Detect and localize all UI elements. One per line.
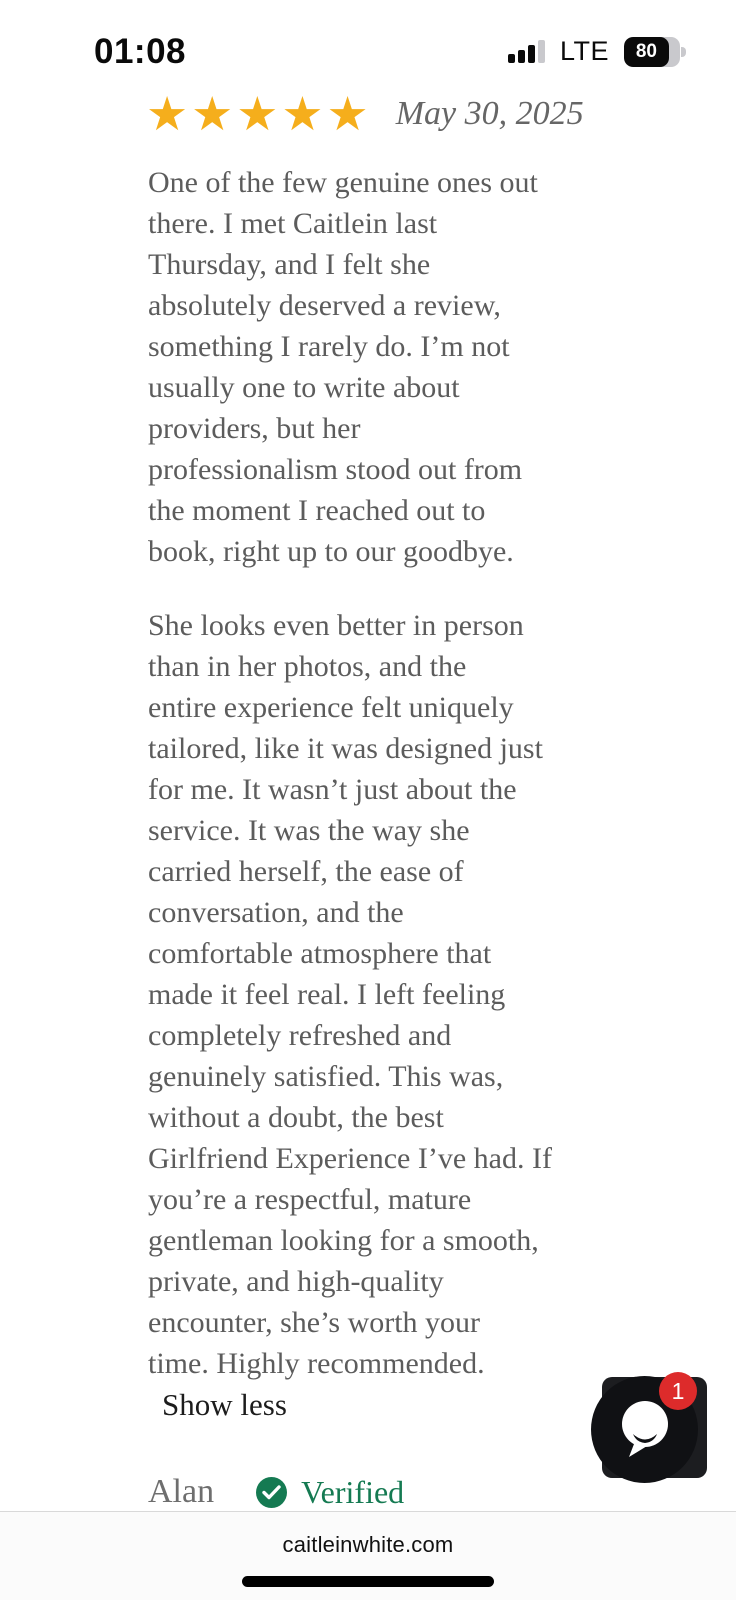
star-rating-icons: ★★★★★ (146, 87, 372, 140)
status-cluster (508, 36, 686, 67)
network-type-label: LTE (559, 36, 609, 66)
address-bar[interactable]: caitleinwhite.com (282, 1532, 454, 1557)
home-indicator[interactable] (242, 1576, 494, 1587)
battery-cap (681, 47, 686, 57)
verified-check-icon (256, 1477, 287, 1508)
review-paragraph: She looks even better in person than in her photos, and the entire experience felt uniquely tailored, like it was designed just for me. It wasn’t just about the service. It was the way she carried herself, the ease of conversation, and the comfortable atmosphere that made it feel real. I left feeling completely refreshed and genuinely satisfied. This was, without a doubt, the best Girlfriend Experience I’ve had. If you’re a respectful, mature gentleman looking for a smooth, private, and high-quality encounter, she’s worth your time. Highly recommended. (148, 609, 552, 1380)
battery-fill (624, 37, 669, 67)
battery-percent-label: 80 (635, 40, 657, 62)
chat-unread-count: 1 (671, 1377, 685, 1404)
chat-unread-badge (659, 1372, 697, 1410)
cellular-signal-icon (508, 40, 545, 63)
status-bar (0, 0, 736, 82)
verified-label: Verified (301, 1473, 405, 1510)
review-date: May 30, 2025 (395, 95, 584, 132)
chat-widget-button[interactable] (602, 1377, 707, 1478)
review-body (148, 162, 708, 1511)
reviewer-name: Alan (148, 1473, 215, 1510)
rating-row (146, 84, 584, 144)
chat-bubble-icon (619, 1400, 671, 1463)
clock: 01:08 (94, 32, 187, 71)
battery-icon (624, 37, 686, 67)
show-less-button[interactable]: Show less (162, 1384, 287, 1425)
review-paragraph: One of the few genuine ones out there. I met Caitlein last Thursday, and I felt she absolutely deserved a review, something I rarely do. I’m not usually one to write about providers, but her professionalism stood out from the moment I reached out to book, right up to our goodbye. (148, 166, 538, 568)
